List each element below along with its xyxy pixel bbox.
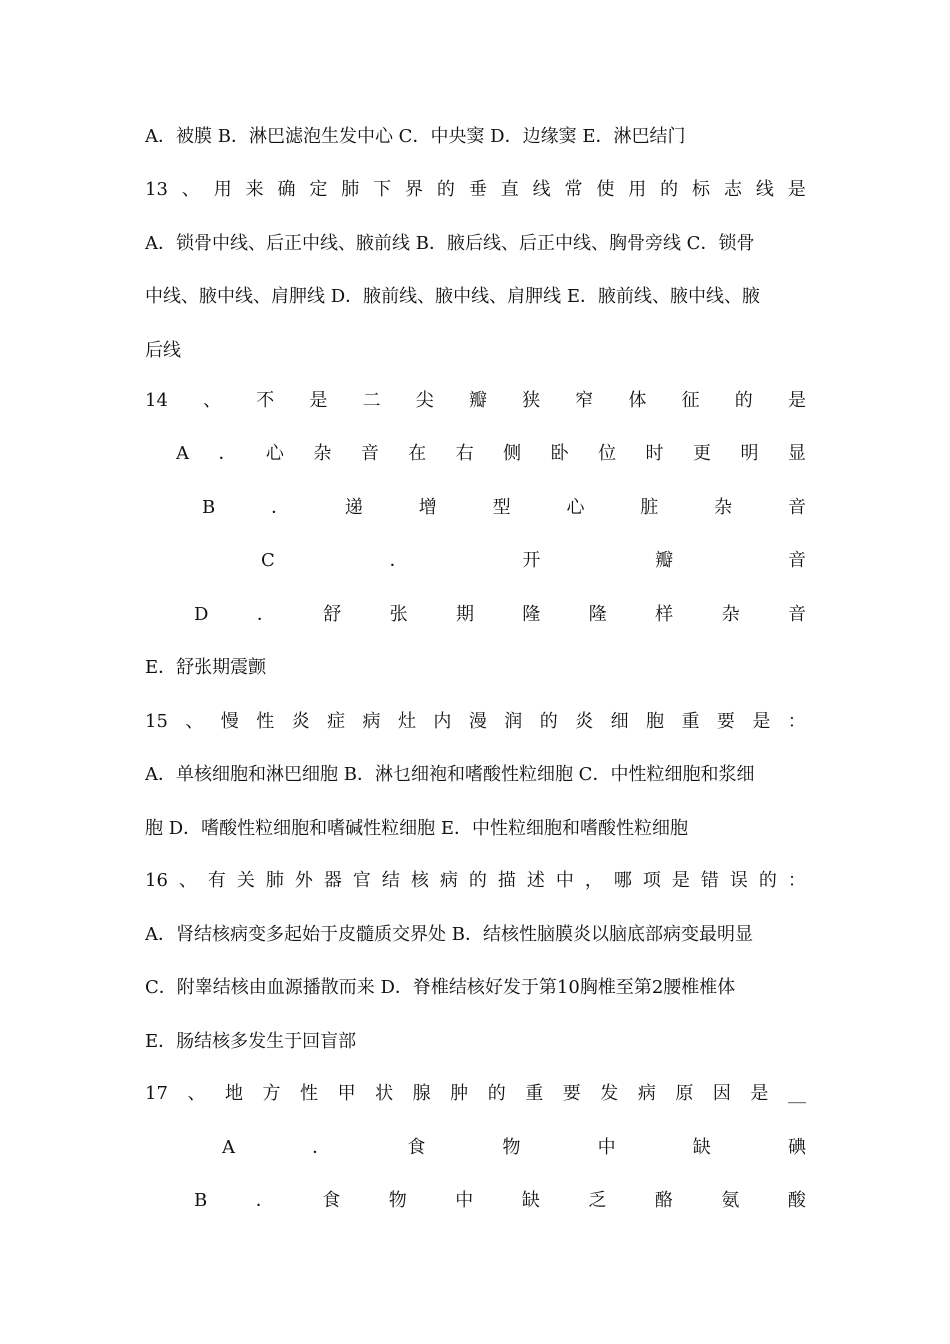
char: 炎 [575,711,594,732]
char: 是 [309,390,328,411]
char: 的 [660,179,679,200]
char: 瓣 [655,550,674,571]
char: 界 [405,179,424,200]
char: 常 [564,179,583,200]
char: 器 [323,870,342,891]
char: 、 [203,390,222,411]
char: 右 [455,443,474,464]
char: 音 [787,497,806,518]
char: 使 [596,179,615,200]
char: ． [255,1190,274,1211]
char: 瓣 [468,390,487,411]
char: 线 [755,179,774,200]
char: 核 [410,870,429,891]
char: 确 [277,179,296,200]
char: 是 [787,390,806,411]
char: 隆 [588,604,607,625]
char: ： [787,711,806,732]
char: 不 [256,390,275,411]
char: 错 [700,870,719,891]
char: 的 [487,1083,506,1104]
char: B [194,1190,208,1211]
char: 位 [598,443,617,464]
char: 中 [555,870,574,891]
char: 重 [681,711,700,732]
char: 音 [787,550,806,571]
char: 下 [373,179,392,200]
char: 递 [344,497,363,518]
char: 定 [309,179,328,200]
char: 因 [712,1083,731,1104]
char: 、 [178,870,197,891]
q13-options-line3: 后线 [145,340,181,361]
char: 明 [740,443,759,464]
char: 内 [433,711,452,732]
char: 甲 [337,1083,356,1104]
char: 期 [456,604,474,625]
char: 的 [468,870,487,891]
char: 是 [752,711,771,732]
char: 是 [671,870,690,891]
q16-options-line3: E．肠结核多发生于回盲部 [145,1031,357,1052]
char: 缺 [692,1137,711,1158]
char: 氨 [721,1190,740,1211]
char: 的 [436,179,455,200]
char: 时 [645,443,664,464]
char: 乏 [588,1190,607,1211]
char: A [176,443,189,464]
char: ． [312,1137,331,1158]
char: 症 [327,711,346,732]
char: 杂 [721,604,740,625]
char: 病 [362,711,381,732]
char: __ [787,1083,806,1104]
char: 漫 [468,711,487,732]
char: 胞 [646,711,665,732]
q15-options-line2: 胞 D．嗜酸性粒细胞和嗜碱性粒细胞 E．中性粒细胞和嗜酸性粒细胞 [145,818,689,839]
char: 慢 [220,711,239,732]
char: 尖 [415,390,434,411]
q14-stem [145,386,806,416]
char: 舒 [323,604,342,625]
char: 官 [352,870,371,891]
char: 志 [723,179,742,200]
char: 项 [642,870,661,891]
char: 用 [628,179,647,200]
q14-option-b [202,493,806,523]
char: 音 [787,604,806,625]
q15-options-line1: A．单核细胞和淋巴细胞 B．淋乜细袍和嗜酸性粒细胞 C．中性粒细胞和浆细 [145,764,755,785]
char: 二 [362,390,381,411]
char: 、 [181,179,200,200]
char: 增 [418,497,437,518]
char: 要 [562,1083,581,1104]
char: ： [787,870,806,891]
char: 炎 [291,711,310,732]
q13-stem [145,175,806,205]
char: 用 [213,179,232,200]
char: 杂 [313,443,332,464]
char: 方 [262,1083,281,1104]
char: 狭 [522,390,541,411]
char: 润 [504,711,523,732]
char: D [194,604,209,625]
char: 食 [322,1190,341,1211]
char: 侧 [503,443,522,464]
q12-options: A．被膜 B．淋巴滤泡生发中心 C．中央窦 D．边缘窦 E．淋巴结门 [145,126,686,147]
char: 病 [439,870,458,891]
char: 体 [628,390,647,411]
char: 肿 [450,1083,469,1104]
char: 是 [750,1083,769,1104]
char: ． [218,443,237,464]
char: 隆 [522,604,541,625]
char: 原 [675,1083,694,1104]
char: ， [584,870,603,891]
char: 心 [265,443,284,464]
char: 中 [597,1137,616,1158]
char: 13 [145,179,168,200]
char: 肺 [265,870,284,891]
char: 17 [145,1083,168,1104]
char: 张 [389,604,408,625]
char: 垂 [468,179,487,200]
char: 关 [236,870,255,891]
char: 肺 [341,179,360,200]
char: 开 [522,550,541,571]
char: 16 [145,870,168,891]
char: 来 [245,179,264,200]
q16-stem [145,866,806,896]
char: 显 [787,443,806,464]
char: 在 [408,443,427,464]
char: 的 [758,870,777,891]
char: 腺 [412,1083,431,1104]
q13-options-line1: A．锁骨中线、后正中线、腋前线 B．腋后线、后正中线、胸骨旁线 C．锁骨 [145,233,755,254]
char: 窄 [575,390,594,411]
q14-option-a [176,439,806,469]
q13-options-line2: 中线、腋中线、肩胛线 D．腋前线、腋中线、肩胛线 E．腋前线、腋中线、腋 [145,286,761,307]
q17-option-a [222,1133,806,1163]
char: 地 [224,1083,243,1104]
q15-stem [145,707,806,737]
char: 心 [566,497,585,518]
char: 重 [525,1083,544,1104]
char: 样 [655,604,674,625]
q14-option-c [261,546,806,576]
char: ． [271,497,290,518]
char: 描 [497,870,516,891]
char: 碘 [787,1137,806,1158]
char: 性 [300,1083,319,1104]
char: ． [389,550,408,571]
char: 的 [734,390,753,411]
char: 性 [256,711,275,732]
char: 酸 [787,1190,806,1211]
char: 述 [526,870,545,891]
char: 14 [145,390,168,411]
char: 物 [388,1190,407,1211]
char: 直 [500,179,519,200]
char: 状 [375,1083,394,1104]
char: 、 [185,711,204,732]
char: 中 [455,1190,474,1211]
char: C [261,550,275,571]
q14-option-d [194,600,806,630]
char: 线 [532,179,551,200]
char: 结 [381,870,400,891]
char: 细 [610,711,629,732]
char: 外 [294,870,313,891]
char: 征 [681,390,700,411]
char: 、 [187,1083,206,1104]
char: 脏 [640,497,659,518]
char: ． [256,604,275,625]
char: 食 [407,1137,426,1158]
char: 病 [637,1083,656,1104]
char: 误 [729,870,748,891]
char: 有 [207,870,226,891]
char: 缺 [521,1190,540,1211]
char: 酪 [654,1190,673,1211]
char: 灶 [397,711,416,732]
q16-options-line2: C．附睾结核由血源播散而来 D．脊椎结核好发于第10胸椎至第2腰椎椎体 [145,977,736,998]
char: 要 [716,711,735,732]
q14-option-e: E．舒张期震颤 [145,657,267,678]
char: 卧 [550,443,569,464]
char: 音 [360,443,379,464]
char: B [202,497,216,518]
char: 哪 [613,870,632,891]
char: 15 [145,711,168,732]
char: 的 [539,711,558,732]
char: 是 [787,179,806,200]
q17-stem [145,1079,806,1109]
q16-options-line1: A．肾结核病变多起始于皮髓质交界处 B．结核性脑膜炎以脑底部病变最明显 [145,924,753,945]
char: 发 [600,1083,619,1104]
char: 物 [502,1137,521,1158]
char: 标 [692,179,711,200]
char: 型 [492,497,511,518]
char: 杂 [714,497,733,518]
char: 更 [692,443,711,464]
q17-option-b [194,1186,806,1216]
char: A [222,1137,235,1158]
